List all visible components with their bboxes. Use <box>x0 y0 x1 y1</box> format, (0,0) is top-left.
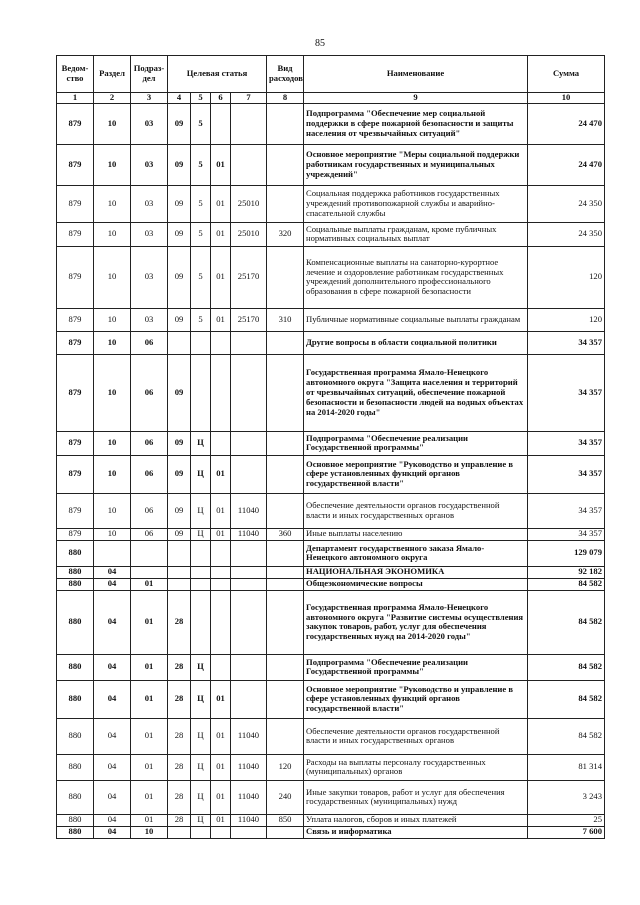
subprogram-code-cell: 5 <box>191 308 211 331</box>
vedomstvo-cell: 879 <box>57 246 94 308</box>
podrazdel-cell: 01 <box>131 814 168 826</box>
razdel-cell: 10 <box>94 528 131 540</box>
program-code-cell: 09 <box>168 246 191 308</box>
expense-type-cell <box>267 680 304 718</box>
razdel-cell: 04 <box>94 826 131 838</box>
expense-type-cell <box>267 455 304 493</box>
subprogram-code-cell: Ц <box>191 754 211 780</box>
name-cell: Подпрограмма "Обеспечение мер социальной поддержки в сфере пожарной безопасности и защиты населения от чрезвычайных ситуаций" <box>304 103 528 144</box>
podrazdel-cell: 06 <box>131 455 168 493</box>
header-naimenovanie: Наименование <box>304 56 528 93</box>
subprogram-code-cell: 5 <box>191 222 211 246</box>
sum-cell: 25 <box>528 814 605 826</box>
column-number: 1 <box>57 93 94 104</box>
direction-code-cell: 25170 <box>231 308 267 331</box>
sum-cell: 120 <box>528 246 605 308</box>
measure-code-cell <box>211 331 231 354</box>
measure-code-cell: 01 <box>211 718 231 754</box>
razdel-cell <box>94 540 131 566</box>
sum-cell: 129 079 <box>528 540 605 566</box>
subprogram-code-cell <box>191 566 211 578</box>
program-code-cell: 09 <box>168 354 191 431</box>
expense-type-cell <box>267 185 304 222</box>
subprogram-code-cell <box>191 590 211 654</box>
sum-cell: 34 357 <box>528 431 605 455</box>
direction-code-cell <box>231 455 267 493</box>
expense-type-cell <box>267 354 304 431</box>
program-code-cell: 09 <box>168 528 191 540</box>
razdel-cell: 10 <box>94 431 131 455</box>
page-number: 85 <box>315 38 325 49</box>
podrazdel-cell: 01 <box>131 754 168 780</box>
table-row <box>57 103 605 144</box>
measure-code-cell: 01 <box>211 185 231 222</box>
sum-cell: 7 600 <box>528 826 605 838</box>
sum-cell: 84 582 <box>528 680 605 718</box>
razdel-cell: 10 <box>94 185 131 222</box>
podrazdel-cell <box>131 540 168 566</box>
table-row <box>57 144 605 185</box>
column-number: 9 <box>304 93 528 104</box>
header-razdel: Раздел <box>94 56 131 93</box>
program-code-cell: 28 <box>168 754 191 780</box>
vedomstvo-cell: 880 <box>57 540 94 566</box>
header-podrazdel: Подраз-дел <box>131 56 168 93</box>
subprogram-code-cell <box>191 826 211 838</box>
podrazdel-cell: 03 <box>131 144 168 185</box>
razdel-cell: 10 <box>94 222 131 246</box>
vedomstvo-cell: 879 <box>57 455 94 493</box>
podrazdel-cell: 01 <box>131 654 168 680</box>
measure-code-cell <box>211 826 231 838</box>
column-number: 6 <box>211 93 231 104</box>
expense-type-cell: 120 <box>267 754 304 780</box>
measure-code-cell: 01 <box>211 528 231 540</box>
direction-code-cell <box>231 540 267 566</box>
direction-code-cell: 25010 <box>231 185 267 222</box>
name-cell: Основное мероприятие "Руководство и управление в сфере установленных функций органов государственной власти" <box>304 455 528 493</box>
vedomstvo-cell: 880 <box>57 566 94 578</box>
program-code-cell <box>168 331 191 354</box>
direction-code-cell: 25170 <box>231 246 267 308</box>
measure-code-cell <box>211 566 231 578</box>
header-celevaya-statya: Целевая статья <box>168 56 267 93</box>
subprogram-code-cell: Ц <box>191 780 211 814</box>
name-cell: Расходы на выплаты персоналу государственных (муниципальных) органов <box>304 754 528 780</box>
measure-code-cell <box>211 540 231 566</box>
column-number: 10 <box>528 93 605 104</box>
sum-cell: 34 357 <box>528 493 605 528</box>
sum-cell: 34 357 <box>528 455 605 493</box>
program-code-cell <box>168 566 191 578</box>
direction-code-cell <box>231 431 267 455</box>
expense-type-cell <box>267 331 304 354</box>
table-row <box>57 566 605 578</box>
program-code-cell: 09 <box>168 222 191 246</box>
subprogram-code-cell: Ц <box>191 680 211 718</box>
sum-cell: 24 470 <box>528 144 605 185</box>
column-number: 8 <box>267 93 304 104</box>
measure-code-cell: 01 <box>211 814 231 826</box>
name-cell: Обеспечение деятельности органов государственной власти и иных государственных органов <box>304 493 528 528</box>
expense-type-cell <box>267 431 304 455</box>
expense-type-cell <box>267 826 304 838</box>
podrazdel-cell: 06 <box>131 431 168 455</box>
table-row <box>57 431 605 455</box>
subprogram-code-cell: Ц <box>191 431 211 455</box>
name-cell: Уплата налогов, сборов и иных платежей <box>304 814 528 826</box>
subprogram-code-cell <box>191 331 211 354</box>
table-body <box>57 103 605 838</box>
name-cell: Основное мероприятие "Руководство и управление в сфере установленных функций органов государственной власти" <box>304 680 528 718</box>
vedomstvo-cell: 880 <box>57 754 94 780</box>
table-row <box>57 185 605 222</box>
budget-table <box>56 55 605 839</box>
program-code-cell <box>168 540 191 566</box>
column-number: 5 <box>191 93 211 104</box>
sum-cell: 34 357 <box>528 331 605 354</box>
direction-code-cell: 11040 <box>231 493 267 528</box>
direction-code-cell <box>231 826 267 838</box>
subprogram-code-cell: Ц <box>191 528 211 540</box>
expense-type-cell <box>267 566 304 578</box>
program-code-cell <box>168 826 191 838</box>
column-number: 2 <box>94 93 131 104</box>
direction-code-cell <box>231 578 267 590</box>
table-row <box>57 528 605 540</box>
vedomstvo-cell: 879 <box>57 528 94 540</box>
subprogram-code-cell: 5 <box>191 103 211 144</box>
name-cell: Иные закупки товаров, работ и услуг для обеспечения государственных (муниципальных) нужд <box>304 780 528 814</box>
name-cell: Основное мероприятие "Меры социальной поддержки работникам государственных и муниципальных учреждений" <box>304 144 528 185</box>
podrazdel-cell: 01 <box>131 780 168 814</box>
vedomstvo-cell: 880 <box>57 654 94 680</box>
program-code-cell: 09 <box>168 493 191 528</box>
program-code-cell: 09 <box>168 103 191 144</box>
name-cell: Подпрограмма "Обеспечение реализации Государственной программы" <box>304 654 528 680</box>
expense-type-cell <box>267 590 304 654</box>
vedomstvo-cell: 879 <box>57 144 94 185</box>
table-row <box>57 814 605 826</box>
table-row <box>57 578 605 590</box>
table-row <box>57 754 605 780</box>
program-code-cell: 09 <box>168 455 191 493</box>
expense-type-cell <box>267 578 304 590</box>
table-row <box>57 680 605 718</box>
column-number: 4 <box>168 93 191 104</box>
expense-type-cell: 320 <box>267 222 304 246</box>
program-code-cell: 28 <box>168 654 191 680</box>
razdel-cell: 10 <box>94 493 131 528</box>
expense-type-cell <box>267 493 304 528</box>
razdel-cell: 04 <box>94 754 131 780</box>
name-cell: Публичные нормативные социальные выплаты гражданам <box>304 308 528 331</box>
measure-code-cell: 01 <box>211 144 231 185</box>
vedomstvo-cell: 880 <box>57 590 94 654</box>
header-vid-rashodov: Вид расходов <box>267 56 304 93</box>
vedomstvo-cell: 879 <box>57 354 94 431</box>
table-row <box>57 654 605 680</box>
podrazdel-cell: 01 <box>131 578 168 590</box>
name-cell: Подпрограмма "Обеспечение реализации Государственной программы" <box>304 431 528 455</box>
subprogram-code-cell: Ц <box>191 455 211 493</box>
sum-cell: 24 350 <box>528 185 605 222</box>
sum-cell: 81 314 <box>528 754 605 780</box>
name-cell: Компенсационные выплаты на санаторно-курортное лечение и оздоровление работникам государственных учреждений дополнительного профессионального образования в сфере пожарной безопасности <box>304 246 528 308</box>
table-row <box>57 331 605 354</box>
expense-type-cell <box>267 103 304 144</box>
table-row <box>57 780 605 814</box>
sum-cell: 3 243 <box>528 780 605 814</box>
name-cell: НАЦИОНАЛЬНАЯ ЭКОНОМИКА <box>304 566 528 578</box>
podrazdel-cell: 06 <box>131 528 168 540</box>
subprogram-code-cell <box>191 354 211 431</box>
sum-cell: 34 357 <box>528 528 605 540</box>
razdel-cell: 04 <box>94 578 131 590</box>
podrazdel-cell: 03 <box>131 185 168 222</box>
vedomstvo-cell: 880 <box>57 826 94 838</box>
direction-code-cell <box>231 331 267 354</box>
measure-code-cell: 01 <box>211 493 231 528</box>
direction-code-cell <box>231 103 267 144</box>
program-code-cell: 09 <box>168 185 191 222</box>
vedomstvo-cell: 880 <box>57 814 94 826</box>
direction-code-cell <box>231 680 267 718</box>
direction-code-cell <box>231 654 267 680</box>
measure-code-cell <box>211 354 231 431</box>
podrazdel-cell: 03 <box>131 246 168 308</box>
vedomstvo-cell: 879 <box>57 222 94 246</box>
razdel-cell: 04 <box>94 780 131 814</box>
program-code-cell: 28 <box>168 814 191 826</box>
header-vedomstvo: Ведом-ство <box>57 56 94 93</box>
direction-code-cell <box>231 354 267 431</box>
razdel-cell: 04 <box>94 566 131 578</box>
name-cell: Общеэкономические вопросы <box>304 578 528 590</box>
razdel-cell: 10 <box>94 144 131 185</box>
subprogram-code-cell: 5 <box>191 246 211 308</box>
sum-cell: 84 582 <box>528 578 605 590</box>
sum-cell: 92 182 <box>528 566 605 578</box>
sum-cell: 84 582 <box>528 718 605 754</box>
podrazdel-cell: 03 <box>131 103 168 144</box>
name-cell: Государственная программа Ямало-Ненецкого автономного округа "Развитие системы осуществления закупок товаров, работ, услуг для обеспечения государственных нужд на 2014-2020 годы" <box>304 590 528 654</box>
name-cell: Связь и информатика <box>304 826 528 838</box>
column-number-row <box>57 93 605 104</box>
measure-code-cell <box>211 590 231 654</box>
measure-code-cell: 01 <box>211 754 231 780</box>
vedomstvo-cell: 879 <box>57 493 94 528</box>
program-code-cell: 28 <box>168 780 191 814</box>
column-number: 3 <box>131 93 168 104</box>
table-row <box>57 246 605 308</box>
name-cell: Социальная поддержка работников государственных учреждений противопожарной службы и аварийно-спасательной службы <box>304 185 528 222</box>
razdel-cell: 04 <box>94 814 131 826</box>
measure-code-cell: 01 <box>211 455 231 493</box>
sum-cell: 24 350 <box>528 222 605 246</box>
expense-type-cell <box>267 246 304 308</box>
measure-code-cell <box>211 654 231 680</box>
subprogram-code-cell <box>191 540 211 566</box>
subprogram-code-cell: Ц <box>191 718 211 754</box>
razdel-cell: 04 <box>94 654 131 680</box>
direction-code-cell <box>231 144 267 185</box>
name-cell: Департамент государственного заказа Ямало-Ненецкого автономного округа <box>304 540 528 566</box>
direction-code-cell: 11040 <box>231 754 267 780</box>
table-row <box>57 354 605 431</box>
expense-type-cell <box>267 718 304 754</box>
podrazdel-cell: 06 <box>131 331 168 354</box>
subprogram-code-cell: Ц <box>191 654 211 680</box>
razdel-cell: 10 <box>94 308 131 331</box>
expense-type-cell: 360 <box>267 528 304 540</box>
measure-code-cell <box>211 431 231 455</box>
razdel-cell: 04 <box>94 590 131 654</box>
direction-code-cell: 11040 <box>231 780 267 814</box>
vedomstvo-cell: 880 <box>57 680 94 718</box>
table-row <box>57 718 605 754</box>
podrazdel-cell: 10 <box>131 826 168 838</box>
program-code-cell: 09 <box>168 431 191 455</box>
razdel-cell: 04 <box>94 680 131 718</box>
measure-code-cell <box>211 103 231 144</box>
name-cell: Государственная программа Ямало-Ненецкого автономного округа "Защита населения и территорий от чрезвычайных ситуаций, обеспечение пожарной безопасности и безопасности людей на водных объектах на 2014-2020 годы" <box>304 354 528 431</box>
razdel-cell: 10 <box>94 331 131 354</box>
podrazdel-cell: 01 <box>131 680 168 718</box>
vedomstvo-cell: 879 <box>57 185 94 222</box>
program-code-cell <box>168 578 191 590</box>
subprogram-code-cell: Ц <box>191 493 211 528</box>
expense-type-cell: 240 <box>267 780 304 814</box>
podrazdel-cell: 03 <box>131 308 168 331</box>
razdel-cell: 10 <box>94 246 131 308</box>
expense-type-cell <box>267 540 304 566</box>
podrazdel-cell: 06 <box>131 354 168 431</box>
podrazdel-cell: 01 <box>131 590 168 654</box>
vedomstvo-cell: 879 <box>57 431 94 455</box>
program-code-cell: 28 <box>168 590 191 654</box>
sum-cell: 120 <box>528 308 605 331</box>
direction-code-cell: 11040 <box>231 718 267 754</box>
vedomstvo-cell: 879 <box>57 308 94 331</box>
measure-code-cell <box>211 578 231 590</box>
expense-type-cell: 310 <box>267 308 304 331</box>
sum-cell: 34 357 <box>528 354 605 431</box>
expense-type-cell <box>267 654 304 680</box>
table-row <box>57 493 605 528</box>
sum-cell: 84 582 <box>528 590 605 654</box>
table-row <box>57 222 605 246</box>
header-summa: Сумма <box>528 56 605 93</box>
measure-code-cell: 01 <box>211 680 231 718</box>
razdel-cell: 10 <box>94 455 131 493</box>
expense-type-cell <box>267 144 304 185</box>
subprogram-code-cell <box>191 578 211 590</box>
table-row <box>57 826 605 838</box>
sum-cell: 24 470 <box>528 103 605 144</box>
column-number: 7 <box>231 93 267 104</box>
podrazdel-cell: 06 <box>131 493 168 528</box>
measure-code-cell: 01 <box>211 222 231 246</box>
table-row <box>57 590 605 654</box>
razdel-cell: 04 <box>94 718 131 754</box>
program-code-cell: 28 <box>168 680 191 718</box>
subprogram-code-cell: Ц <box>191 814 211 826</box>
direction-code-cell: 11040 <box>231 528 267 540</box>
sum-cell: 84 582 <box>528 654 605 680</box>
direction-code-cell <box>231 566 267 578</box>
podrazdel-cell: 03 <box>131 222 168 246</box>
measure-code-cell: 01 <box>211 308 231 331</box>
table-row <box>57 455 605 493</box>
podrazdel-cell: 01 <box>131 718 168 754</box>
name-cell: Другие вопросы в области социальной политики <box>304 331 528 354</box>
measure-code-cell: 01 <box>211 246 231 308</box>
direction-code-cell: 25010 <box>231 222 267 246</box>
table-row <box>57 540 605 566</box>
vedomstvo-cell: 879 <box>57 331 94 354</box>
table-row <box>57 308 605 331</box>
direction-code-cell <box>231 590 267 654</box>
vedomstvo-cell: 880 <box>57 578 94 590</box>
measure-code-cell: 01 <box>211 780 231 814</box>
program-code-cell: 28 <box>168 718 191 754</box>
program-code-cell: 09 <box>168 308 191 331</box>
direction-code-cell: 11040 <box>231 814 267 826</box>
expense-type-cell: 850 <box>267 814 304 826</box>
podrazdel-cell <box>131 566 168 578</box>
name-cell: Обеспечение деятельности органов государственной власти и иных государственных органов <box>304 718 528 754</box>
vedomstvo-cell: 880 <box>57 718 94 754</box>
name-cell: Иные выплаты населению <box>304 528 528 540</box>
razdel-cell: 10 <box>94 354 131 431</box>
razdel-cell: 10 <box>94 103 131 144</box>
subprogram-code-cell: 5 <box>191 144 211 185</box>
header-row <box>57 56 605 93</box>
name-cell: Социальные выплаты гражданам, кроме публичных нормативных социальных выплат <box>304 222 528 246</box>
subprogram-code-cell: 5 <box>191 185 211 222</box>
vedomstvo-cell: 880 <box>57 780 94 814</box>
program-code-cell: 09 <box>168 144 191 185</box>
vedomstvo-cell: 879 <box>57 103 94 144</box>
